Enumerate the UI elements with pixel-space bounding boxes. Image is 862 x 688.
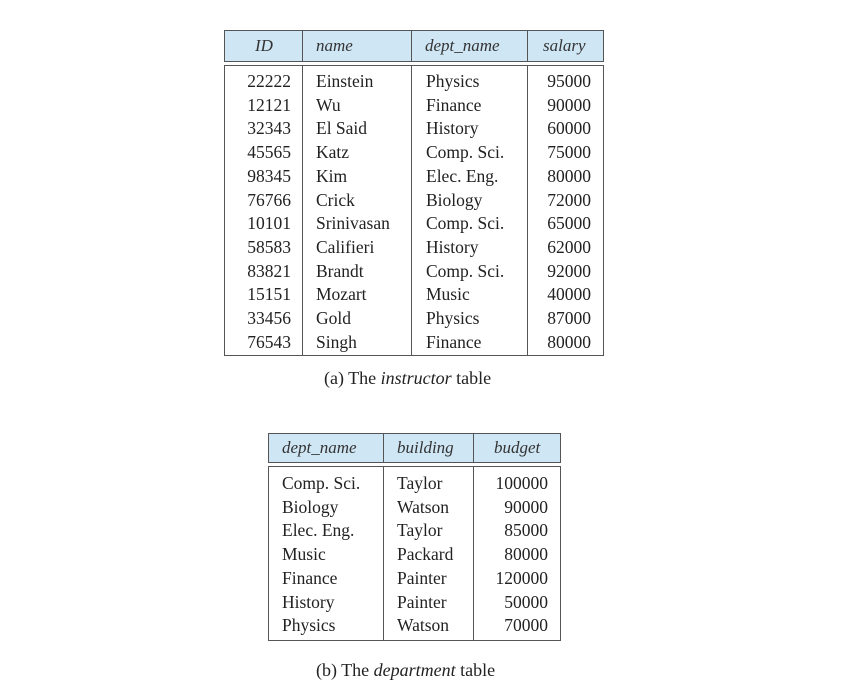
department-name-cell: Music [282, 544, 326, 565]
instructor-salary-cell: 40000 [547, 284, 591, 305]
department-building-cell: Packard [397, 544, 454, 565]
instructor-name-cell: Einstein [316, 71, 374, 91]
department-building-cell: Painter [397, 591, 447, 612]
instructor-name-cell: Kim [316, 165, 348, 186]
instructor-dept-cell: Elec. Eng. [426, 165, 499, 186]
instructor-dept-cell: Biology [426, 189, 483, 210]
department-name-cell: Finance [282, 567, 338, 588]
instructor-name-cell: Singh [316, 331, 357, 352]
department-body [268, 466, 561, 641]
instructor-salary-cell: 72000 [547, 189, 591, 210]
instructor-body [224, 65, 604, 356]
instructor-dept-cell: Finance [426, 94, 482, 115]
instructor-salary-cell: 87000 [547, 308, 591, 329]
instructor-id-cell: 12121 [247, 94, 291, 115]
department-building-cell: Painter [397, 567, 447, 588]
instructor-dept-cell: Comp. Sci. [426, 142, 505, 163]
instructor-dept-cell: Music [426, 284, 470, 305]
department-budget-cell: 80000 [504, 544, 548, 565]
department-budget-cell: 50000 [504, 591, 548, 612]
instructor-id-cell: 15151 [247, 284, 291, 305]
instructor-id-cell: 83821 [247, 260, 291, 281]
instructor-id-cell: 32343 [247, 118, 291, 139]
instructor-salary-cell: 90000 [547, 94, 591, 115]
department-name-cell: Elec. Eng. [282, 520, 355, 541]
instructor-id-cell: 33456 [247, 308, 291, 329]
instructor-caption: (a) The instructor table [324, 368, 492, 388]
header-dept-name: dept_name [282, 438, 357, 457]
instructor-salary-cell: 75000 [547, 142, 591, 163]
instructor-salary-cell: 62000 [547, 236, 591, 257]
instructor-name-cell: Crick [316, 189, 355, 210]
instructor-salary-cell: 65000 [547, 213, 591, 234]
header-salary: salary [543, 36, 586, 55]
header-name: name [316, 36, 353, 55]
department-budget-cell: 70000 [504, 615, 548, 636]
department-budget-cell: 120000 [495, 567, 548, 588]
department-budget-cell: 100000 [495, 473, 548, 493]
instructor-name-column [316, 70, 390, 354]
department-name-cell: Comp. Sci. [282, 473, 361, 493]
department-budget-column [473, 472, 548, 638]
department-table [268, 433, 561, 641]
instructor-name-cell: Mozart [316, 284, 367, 305]
department-building-cell: Taylor [397, 520, 443, 541]
header-id: ID [255, 36, 273, 55]
instructor-name-cell: Brandt [316, 260, 364, 281]
instructor-name-cell: Gold [316, 308, 351, 329]
instructor-name-cell: Califieri [316, 236, 375, 257]
instructor-header-row [224, 30, 604, 62]
instructor-dept-cell: Comp. Sci. [426, 213, 505, 234]
instructor-id-cell: 58583 [247, 236, 291, 257]
header-dept-name: dept_name [425, 36, 500, 55]
department-name-cell: Physics [282, 615, 336, 636]
instructor-dept-column [426, 70, 504, 354]
instructor-dept-cell: History [426, 236, 479, 257]
instructor-dept-cell: Physics [426, 71, 480, 91]
department-building-cell: Taylor [397, 473, 443, 493]
instructor-salary-cell: 60000 [547, 118, 591, 139]
department-caption: (b) The department table [316, 660, 496, 680]
instructor-salary-cell: 80000 [547, 331, 591, 352]
instructor-dept-cell: Comp. Sci. [426, 260, 505, 281]
department-name-cell: Biology [282, 496, 339, 517]
instructor-id-cell: 10101 [247, 213, 291, 234]
instructor-salary-cell: 92000 [547, 260, 591, 281]
instructor-salary-cell: 95000 [547, 71, 591, 91]
instructor-table [224, 30, 604, 356]
instructor-name-cell: Srinivasan [316, 213, 390, 234]
instructor-id-cell: 45565 [247, 142, 291, 163]
instructor-salary-column [527, 70, 591, 354]
department-budget-cell: 85000 [504, 520, 548, 541]
instructor-name-cell: El Said [316, 118, 368, 139]
instructor-id-cell: 98345 [247, 165, 291, 186]
instructor-id-column [225, 70, 291, 354]
department-header-row [268, 433, 561, 463]
instructor-id-cell: 76543 [247, 331, 291, 352]
header-building: building [397, 438, 454, 457]
department-budget-cell: 90000 [504, 496, 548, 517]
department-building-column [397, 472, 453, 638]
department-building-cell: Watson [397, 615, 450, 636]
instructor-name-cell: Katz [316, 142, 350, 163]
department-name-column [282, 472, 360, 638]
instructor-dept-cell: History [426, 118, 479, 139]
department-name-cell: History [282, 591, 335, 612]
instructor-name-cell: Wu [316, 94, 341, 115]
instructor-id-cell: 76766 [247, 189, 291, 210]
instructor-dept-cell: Finance [426, 331, 482, 352]
instructor-id-cell: 22222 [247, 71, 291, 91]
header-budget: budget [494, 438, 541, 457]
instructor-dept-cell: Physics [426, 308, 480, 329]
instructor-salary-cell: 80000 [547, 165, 591, 186]
department-building-cell: Watson [397, 496, 450, 517]
